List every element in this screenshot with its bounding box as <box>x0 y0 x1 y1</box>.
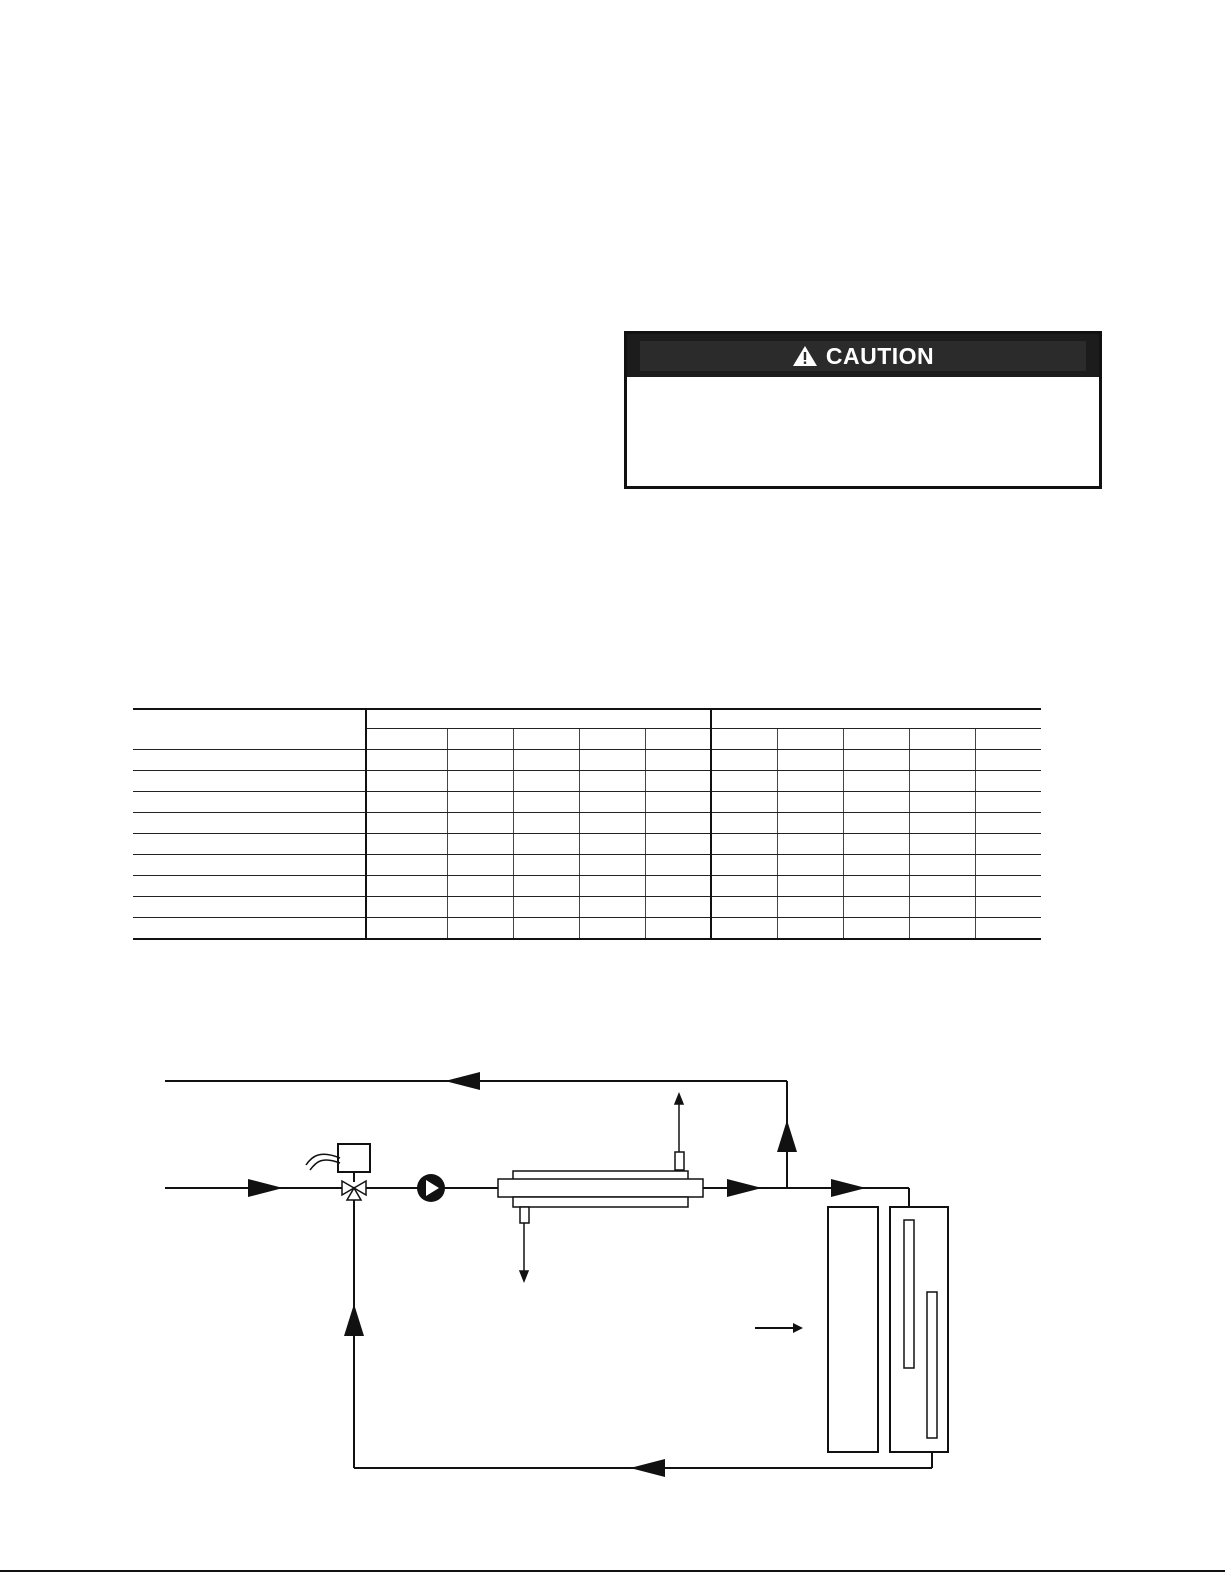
table-row <box>133 813 1041 834</box>
table-row-label <box>133 855 366 876</box>
table-cell <box>579 855 645 876</box>
table-cell <box>711 897 777 918</box>
table-row-label <box>133 876 366 897</box>
table-sub-header <box>366 729 447 750</box>
table-row-label <box>133 792 366 813</box>
table-cell <box>366 792 447 813</box>
table-cell <box>645 834 711 855</box>
table-sub-header <box>447 729 513 750</box>
table-row-label <box>133 918 366 940</box>
table-cell <box>447 813 513 834</box>
table-cell <box>777 792 843 813</box>
table-row-label <box>133 813 366 834</box>
table-cell <box>579 771 645 792</box>
caution-box <box>624 331 1102 489</box>
table-cell <box>975 792 1041 813</box>
table-cell <box>975 813 1041 834</box>
table-cell <box>513 876 579 897</box>
table-cell <box>447 897 513 918</box>
table-cell <box>579 792 645 813</box>
table-cell <box>513 834 579 855</box>
three-way-valve-icon <box>342 1181 366 1200</box>
table-cell <box>975 897 1041 918</box>
warning-triangle-icon <box>792 345 818 367</box>
flow-arrows <box>248 1072 866 1477</box>
table-cell <box>909 834 975 855</box>
table-cell <box>366 855 447 876</box>
coil-panel-icon <box>828 1207 948 1452</box>
table-cell <box>447 855 513 876</box>
table-cell <box>711 771 777 792</box>
flow-arrow-up <box>344 1304 364 1336</box>
table-cell <box>645 876 711 897</box>
flow-arrow-right <box>248 1179 283 1197</box>
table-cell <box>975 855 1041 876</box>
table-cell <box>909 897 975 918</box>
flow-arrow-up <box>777 1120 797 1152</box>
table-cell <box>711 876 777 897</box>
table-cell <box>447 771 513 792</box>
flow-arrow-left <box>445 1072 480 1090</box>
table-cell <box>711 813 777 834</box>
table-cell <box>843 792 909 813</box>
table-corner-cell <box>133 708 366 750</box>
table-cell <box>711 792 777 813</box>
table-row <box>133 834 1041 855</box>
table-cell <box>513 813 579 834</box>
flow-arrow-left <box>630 1459 665 1477</box>
table-cell <box>777 834 843 855</box>
table-cell <box>843 813 909 834</box>
table-cell <box>777 855 843 876</box>
table-row-label <box>133 750 366 771</box>
table-cell <box>843 750 909 771</box>
caution-label: CAUTION <box>825 342 935 369</box>
table-row-label <box>133 771 366 792</box>
table-sub-header <box>843 729 909 750</box>
table-cell <box>777 771 843 792</box>
table-cell <box>513 771 579 792</box>
table-cell <box>513 750 579 771</box>
table-cell <box>366 813 447 834</box>
table-cell <box>513 855 579 876</box>
table-cell <box>711 834 777 855</box>
piping-schematic <box>0 1040 1225 1480</box>
table-cell <box>843 876 909 897</box>
table-cell <box>909 813 975 834</box>
table-cell <box>975 876 1041 897</box>
table-row <box>133 750 1041 771</box>
table-cell <box>645 897 711 918</box>
table-row <box>133 792 1041 813</box>
spec-table <box>133 708 1041 940</box>
table-cell <box>366 897 447 918</box>
table-cell <box>513 897 579 918</box>
table-cell <box>975 750 1041 771</box>
table-cell <box>579 876 645 897</box>
flow-arrow-right <box>727 1179 762 1197</box>
caution-header-bar <box>640 341 1086 371</box>
table-group-header-right <box>711 708 1041 729</box>
table-cell <box>645 918 711 940</box>
table-cell <box>909 771 975 792</box>
table-sub-header <box>711 729 777 750</box>
solenoid-actuator-icon <box>306 1144 370 1182</box>
table-cell <box>777 897 843 918</box>
table-cell <box>843 918 909 940</box>
table-sub-header <box>975 729 1041 750</box>
table-cell <box>909 792 975 813</box>
table-cell <box>843 834 909 855</box>
table-cell <box>366 834 447 855</box>
table-row <box>133 876 1041 897</box>
table-cell <box>843 771 909 792</box>
table-sub-header <box>777 729 843 750</box>
table-cell <box>909 876 975 897</box>
table-cell <box>777 876 843 897</box>
table-cell <box>645 771 711 792</box>
table-cell <box>366 918 447 940</box>
table-cell <box>447 792 513 813</box>
table-cell <box>975 771 1041 792</box>
table-cell <box>645 855 711 876</box>
table-cell <box>447 750 513 771</box>
table-cell <box>975 834 1041 855</box>
pump-icon <box>417 1174 445 1202</box>
table-cell <box>711 855 777 876</box>
table-cell <box>447 834 513 855</box>
table-cell <box>579 897 645 918</box>
table-group-header-row <box>133 708 1041 729</box>
airflow-arrow <box>755 1323 803 1333</box>
table-cell <box>366 876 447 897</box>
table-cell <box>711 750 777 771</box>
flow-arrow-right <box>831 1179 866 1197</box>
table-cell <box>711 918 777 940</box>
table-cell <box>975 918 1041 940</box>
table-cell <box>777 813 843 834</box>
table-cell <box>579 813 645 834</box>
table-cell <box>447 876 513 897</box>
table-sub-header <box>645 729 711 750</box>
table-row-label <box>133 897 366 918</box>
heat-exchanger-icon <box>498 1152 703 1223</box>
table-cell <box>777 918 843 940</box>
table-row-label <box>133 834 366 855</box>
table-cell <box>909 750 975 771</box>
table-cell <box>843 855 909 876</box>
table-sub-header <box>909 729 975 750</box>
table-cell <box>366 771 447 792</box>
table-body <box>133 750 1041 940</box>
table-row <box>133 771 1041 792</box>
table-row <box>133 897 1041 918</box>
table-cell <box>579 918 645 940</box>
table-sub-header <box>513 729 579 750</box>
page-bottom-rule <box>0 1570 1225 1572</box>
table-cell <box>645 813 711 834</box>
table-row <box>133 855 1041 876</box>
table-cell <box>777 750 843 771</box>
table-cell <box>645 792 711 813</box>
table-cell <box>513 918 579 940</box>
table-cell <box>513 792 579 813</box>
table-cell <box>366 750 447 771</box>
table-cell <box>909 855 975 876</box>
table-cell <box>447 918 513 940</box>
table-cell <box>579 750 645 771</box>
table-row <box>133 918 1041 940</box>
table-cell <box>645 750 711 771</box>
table-cell <box>579 834 645 855</box>
table-cell <box>843 897 909 918</box>
table-sub-header <box>579 729 645 750</box>
caution-header <box>627 334 1099 377</box>
table-cell <box>909 918 975 940</box>
table-group-header-left <box>366 708 711 729</box>
